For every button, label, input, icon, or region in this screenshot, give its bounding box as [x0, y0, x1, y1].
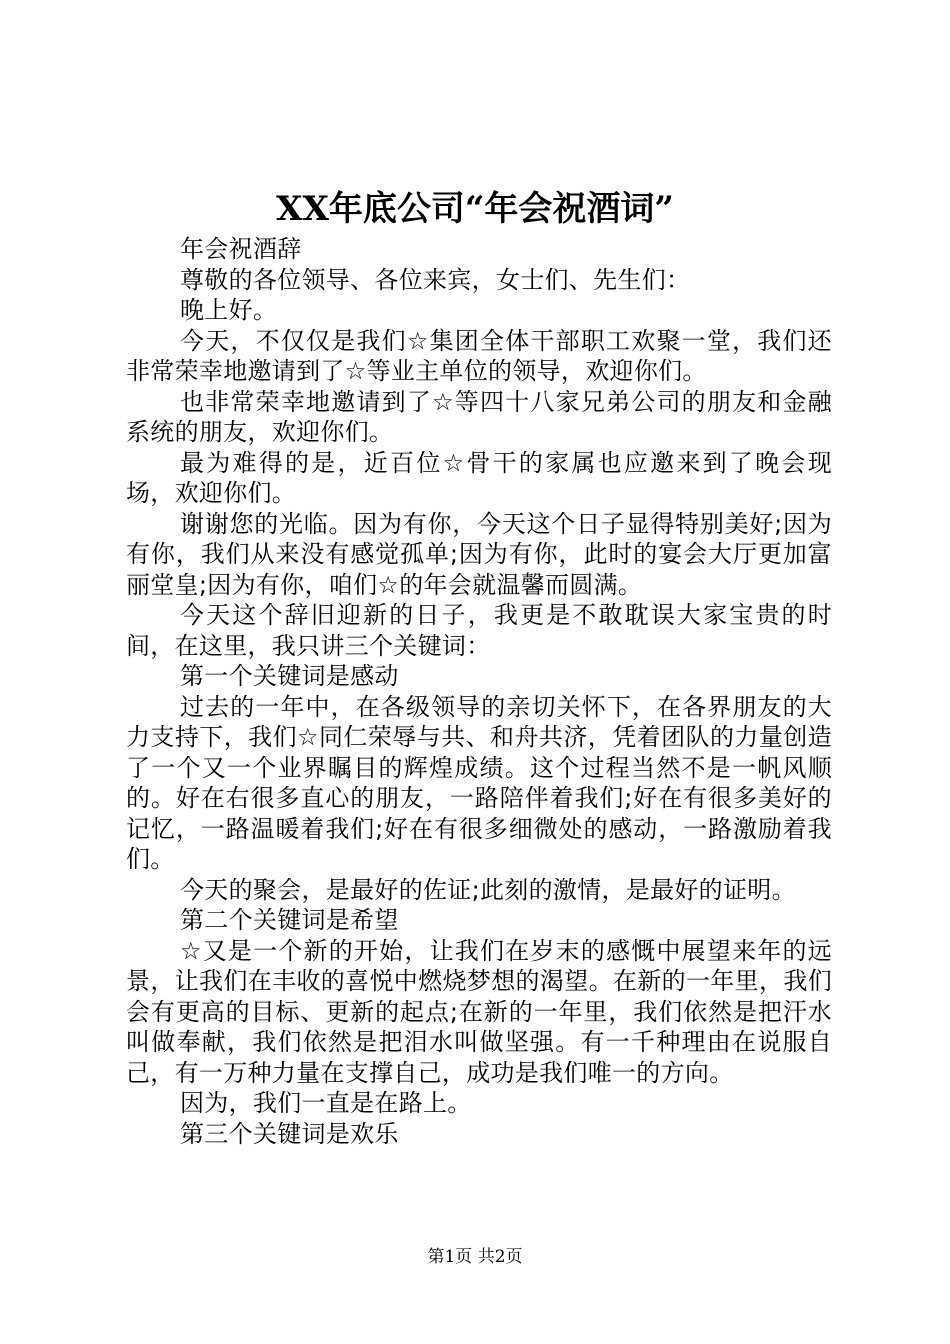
keyword-heading-3: 第三个关键词是欢乐	[180, 1119, 399, 1148]
paragraph: 过去的一年中，在各级领导的亲切关怀下，在各界朋友的大力支持下，我们☆同仁荣辱与共、和舟共济，凭着团队的力量创造了一个又一个业界瞩目的辉煌成绩。这个过程当然不是一帆风顺的。好在右很多直心的朋友，一路陪伴着我们;好在有很多美好的记忆，一路温暖着我们;好在有很多细微处的感动，一路激励着我们。	[126, 692, 832, 873]
paragraph-heading: 年会祝酒辞	[180, 235, 302, 263]
keyword-heading-1: 第一个关键词是感动	[180, 662, 399, 690]
paragraph: 也非常荣幸地邀请到了☆等四十八家兄弟公司的朋友和金融系统的朋友，欢迎你们。	[126, 387, 832, 446]
paragraph: 今天的聚会，是最好的佐证;此刻的激情，是最好的证明。	[180, 875, 796, 904]
document-title: XX年底公司“年会祝酒词”	[276, 189, 674, 229]
document-body	[126, 234, 832, 1149]
paragraph-salutation: 尊敬的各位领导、各位来宾，女士们、先生们：	[180, 265, 691, 294]
paragraph-greeting: 晚上好。	[180, 296, 278, 324]
paragraph: ☆又是一个新的开始，让我们在岁末的感慨中展望来年的远景，让我们在丰收的喜悦中燃烧梦想的渴望。在新的一年里，我们会有更高的目标、更新的起点;在新的一年里，我们依然是把汗水叫做奉献，我们依然是把泪水叫做坚强。有一千种理由在说服自己，有一万种力量在支撑自己，成功是我们唯一的方向。	[126, 936, 832, 1087]
paragraph: 今天，不仅仅是我们☆集团全体干部职工欢聚一堂，我们还非常荣幸地邀请到了☆等业主单位的领导，欢迎你们。	[126, 326, 832, 385]
paragraph: 谢谢您的光临。因为有你，今天这个日子显得特别美好;因为有你，我们从来没有感觉孤单;因为有你，此时的宴会大厅更加富丽堂皇;因为有你，咱们☆的年会就温馨而圆满。	[126, 509, 832, 599]
keyword-heading-2: 第二个关键词是希望	[180, 906, 399, 934]
paragraph: 今天这个辞旧迎新的日子，我更是不敢耽误大家宝贵的时间，在这里，我只讲三个关键词：	[126, 601, 832, 660]
page-number-footer: 第1页 共2页	[427, 1247, 523, 1267]
paragraph: 最为难得的是，近百位☆骨干的家属也应邀来到了晚会现场，欢迎你们。	[126, 448, 832, 507]
paragraph: 因为，我们一直是在路上。	[180, 1089, 472, 1117]
